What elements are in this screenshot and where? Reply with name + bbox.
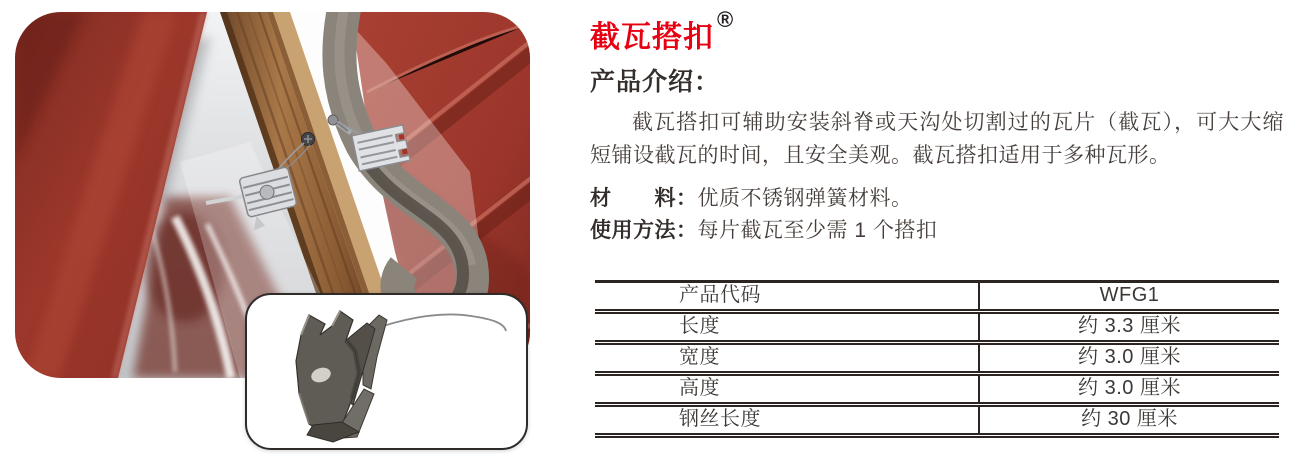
spec-row xyxy=(595,343,1279,374)
spec-value: 约 3.3 厘米 xyxy=(979,312,1279,343)
spring-clip xyxy=(296,311,387,442)
spec-value: 约 3.0 厘米 xyxy=(979,343,1279,374)
spec-value: WFG1 xyxy=(979,282,1279,312)
clip-closeup-art xyxy=(247,295,526,448)
spec-label: 钢丝长度 xyxy=(595,405,979,436)
product-clip-inset-photo xyxy=(245,293,528,450)
registered-trademark-symbol: ® xyxy=(717,6,734,32)
product-description: 截瓦搭扣可辅助安装斜脊或天沟处切割过的瓦片（截瓦），可大大缩短铺设截瓦的时间，且安全美观。截瓦搭扣适用于多种瓦形。 xyxy=(590,111,1284,167)
spec-row xyxy=(595,312,1279,343)
product-figure xyxy=(15,12,530,452)
spec-row xyxy=(595,282,1279,312)
spec-value: 约 30 厘米 xyxy=(979,405,1279,436)
spec-value: 约 3.0 厘米 xyxy=(979,374,1279,405)
spec-label: 产品代码 xyxy=(595,282,979,312)
spec-label: 宽度 xyxy=(595,343,979,374)
spec-label: 长度 xyxy=(595,312,979,343)
usage-label: 使用方法： xyxy=(590,219,698,242)
spec-label: 高度 xyxy=(595,374,979,405)
material-line xyxy=(590,182,913,212)
usage-value: 每片截瓦至少需 1 个搭扣 xyxy=(697,219,938,242)
spec-row xyxy=(595,405,1279,436)
spec-table xyxy=(595,280,1279,438)
material-value: 优质不锈钢弹簧材料。 xyxy=(697,187,913,210)
spec-row xyxy=(595,374,1279,405)
intro-heading: 产品介绍： xyxy=(590,68,721,96)
usage-line xyxy=(590,214,937,244)
spec-table-wrap xyxy=(595,280,1279,438)
material-label: 材 料： xyxy=(590,187,698,210)
product-title-row xyxy=(590,6,734,56)
product-title: 截瓦搭扣 xyxy=(590,21,714,54)
